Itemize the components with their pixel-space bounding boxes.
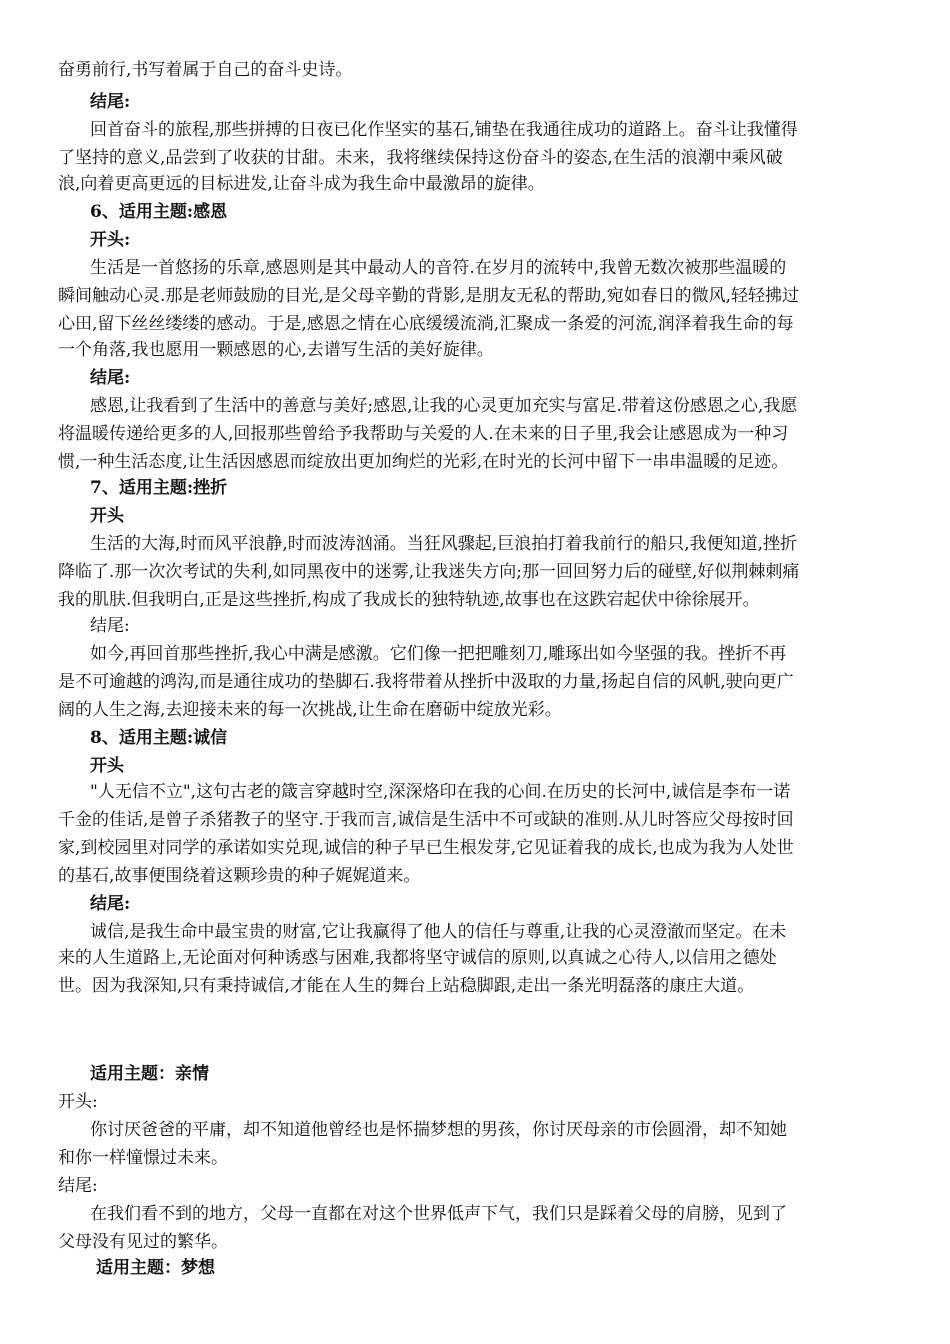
text-line: 了坚持的意义,品尝到了收获的甘甜。未来，我将继续保持这份奋斗的姿态,在生活的浪潮中乘风破 bbox=[58, 148, 783, 168]
text-line: 千金的佳话,是曾子杀猪教子的坚守.于我而言,诚信是生活中不可或缺的准则.从儿时答应父母按时回 bbox=[58, 810, 794, 830]
text-line: 世。因为我深知,只有秉持诚信,才能在人生的舞台上站稳脚跟,走出一条光明磊落的康庄大道。 bbox=[58, 976, 755, 996]
text-line: 感恩,让我看到了生活中的善意与美好;感恩,让我的心灵更加充实与富足.带着这份感恩之心,我愿 bbox=[90, 396, 798, 416]
text-line: 瞬间触动心灵.那是老师鼓励的目光,是父母辛勤的背影,是朋友无私的帮助,宛如春日的微风,轻轻拂过 bbox=[58, 286, 800, 306]
text-line: 心田,留下丝丝缕缕的感动。于是,感恩之情在心底缓缓流淌,汇聚成一条爱的河流,润泽着我生命的每 bbox=[58, 314, 794, 334]
text-line: 将温暖传递给更多的人,回报那些曾给予我帮助与关爱的人.在未来的日子里,我会让感恩成为一种习 bbox=[58, 424, 789, 444]
theme-heading: 适用主题：梦想 bbox=[96, 1258, 215, 1278]
text-line: 生活是一首悠扬的乐章,感恩则是其中最动人的音符.在岁月的流转中,我曾无数次被那些温暖的 bbox=[90, 258, 787, 278]
section-label-opening: 开头 bbox=[90, 506, 124, 526]
text-line: 和你一样憧憬过未来。 bbox=[58, 1148, 228, 1168]
text-line: 阔的人生之海,去迎接未来的每一次挑战,让生命在磨砺中绽放光彩。 bbox=[58, 700, 562, 720]
text-line: 我的肌肤.但我明白,正是这些挫折,构成了我成长的独特轨迹,故事也在这跌宕起伏中徐徐展开。 bbox=[58, 590, 760, 610]
text-line: 回首奋斗的旅程,那些拼搏的日夜已化作坚实的基石,铺垫在我通往成功的道路上。奋斗让我懂得 bbox=[90, 120, 798, 140]
section-label-ending: 结尾: bbox=[90, 616, 130, 636]
section-label-opening: 开头: bbox=[90, 230, 131, 250]
theme-heading: 7、适用主题:挫折 bbox=[90, 478, 228, 498]
text-line: 生活的大海,时而风平浪静,时而波涛汹涌。当狂风骤起,巨浪拍打着我前行的船只,我便知道,挫折 bbox=[90, 534, 798, 554]
text-line: 惯,一种生活态度,让生活因感恩而绽放出更加绚烂的光彩,在时光的长河中留下一串串温暖的足迹。 bbox=[58, 452, 789, 472]
theme-heading: 8、适用主题:诚信 bbox=[90, 728, 228, 748]
text-line: 来的人生道路上,无论面对何种诱惑与困难,我都将坚守诚信的原则,以真诚之心待人,以信用之德处 bbox=[58, 948, 777, 968]
text-line: 诚信,是我生命中最宝贵的财富,它让我赢得了他人的信任与尊重,让我的心灵澄澈而坚定。在未 bbox=[90, 922, 787, 942]
text-line: 你讨厌爸爸的平庸，却不知道他曾经也是怀揣梦想的男孩，你讨厌母亲的市侩圆滑，却不知她 bbox=[90, 1120, 787, 1140]
text-line: 的基石,故事便围绕着这颗珍贵的种子娓娓道来。 bbox=[58, 866, 421, 886]
section-label-ending: 结尾: bbox=[90, 368, 131, 388]
section-label-opening: 开头: bbox=[58, 1092, 98, 1112]
text-line: 在我们看不到的地方，父母一直都在对这个世界低声下气，我们只是踩着父母的肩膀，见到了 bbox=[90, 1204, 787, 1224]
section-label-ending: 结尾: bbox=[58, 1176, 98, 1196]
text-line: 父母没有见过的繁华。 bbox=[58, 1232, 228, 1252]
text-line: 家,到校园里对同学的承诺如实兑现,诚信的种子早已生根发芽,它见证着我的成长,也成为我为人处世 bbox=[58, 838, 794, 858]
section-label-opening: 开头 bbox=[90, 756, 124, 776]
text-line: "人无信不立",这句古老的箴言穿越时空,深深烙印在我的心间.在历史的长河中,诚信是李布一诺 bbox=[90, 782, 791, 802]
text-line: 奋勇前行,书写着属于自己的奋斗史诗。 bbox=[58, 60, 353, 80]
theme-heading: 6、适用主题:感恩 bbox=[90, 202, 228, 222]
text-line: 一个角落,我也愿用一颗感恩的心,去谱写生活的美好旋律。 bbox=[58, 340, 494, 360]
section-label-ending: 结尾: bbox=[90, 92, 131, 112]
section-label-ending: 结尾: bbox=[90, 894, 131, 914]
theme-heading: 适用主题：亲情 bbox=[90, 1064, 209, 1084]
text-line: 降临了.那一次次考试的失利,如同黑夜中的迷雾,让我迷失方向;那一回回努力后的碰壁,好似荆棘刺痛 bbox=[58, 562, 800, 582]
text-line: 浪,向着更高更远的目标进发,让奋斗成为我生命中最激昂的旋律。 bbox=[58, 174, 545, 194]
text-line: 如今,再回首那些挫折,我心中满是感激。它们像一把把雕刻刀,雕琢出如今坚强的我。挫折不再 bbox=[90, 644, 787, 664]
text-line: 是不可逾越的鸿沟,而是通往成功的垫脚石.我将带着从挫折中汲取的力量,扬起自信的风帆,驶向更广 bbox=[58, 672, 794, 692]
